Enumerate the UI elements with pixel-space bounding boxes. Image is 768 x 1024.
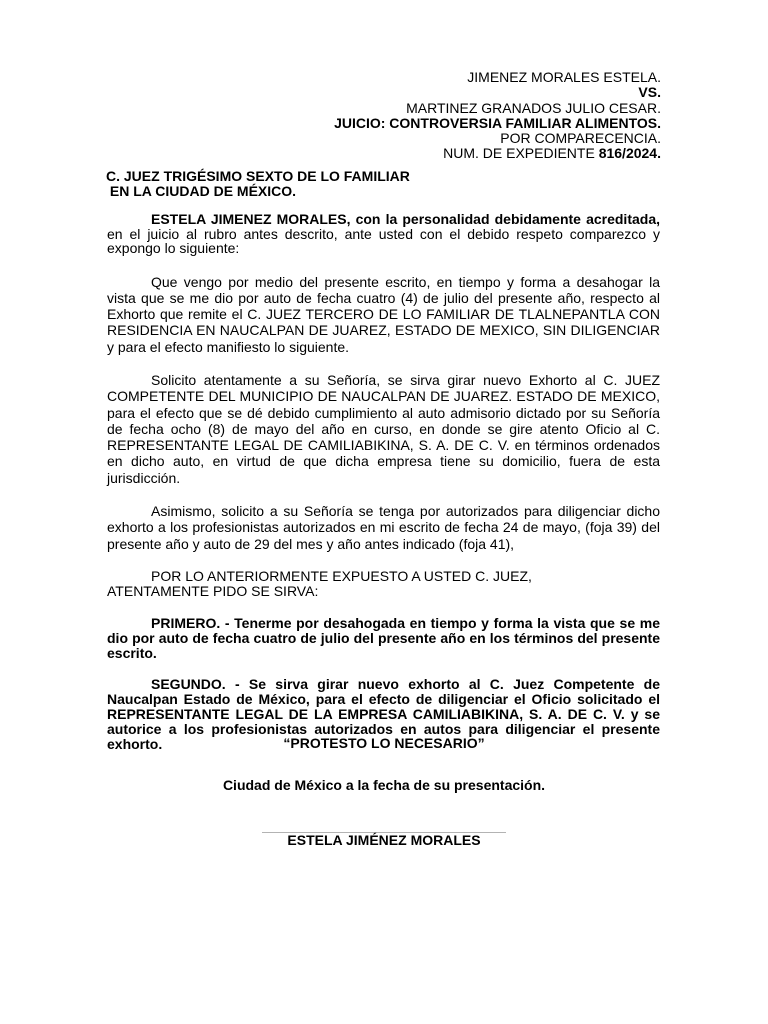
protest-statement: “PROTESTO LO NECESARIO” [283,735,485,751]
plaintiff-name: JIMENEZ MORALES ESTELA. [467,69,661,85]
request-intro-line2: ATENTAMENTE PIDO SE SIRVA: [107,582,319,599]
versus-label: VS. [638,84,661,101]
petition-primero: PRIMERO. - Tenerme por desahogada en tiempo y forma la vista que se me dio por auto de fecha cuatro de julio del presente año en los términos del presente escrito. [107,614,660,661]
intro-party: ESTELA JIMENEZ MORALES, con la personalidad debidamente acreditada, [151,211,660,227]
addressee-block [106,169,410,199]
signature-name: ESTELA JIMÉNEZ MORALES [287,832,481,848]
defendant-name: MARTINEZ GRANADOS JULIO CESAR. [406,99,661,116]
paragraph-exhorto-request: Solicito atentamente a su Señoría, se sirva girar nuevo Exhorto al C. JUEZ COMPETENTE DEL MUNICIPIO DE NAUCALPAN DE JUAREZ. ESTADO DE MEXICO, para el efecto que se dé debido cumplimiento al auto admisorio dictado por su Señoría de fecha ocho (8) de mayo del año en curso, en donde se gire atento Oficio al C. REPRESENTANTE LEGAL DE CAMILIABIKINA, S. A. DE C. V. en términos ordenados en dicho auto, en virtud de que dicha empresa tiene su domicilio, fuera de esta jurisdicción. [107,371,660,486]
paragraph-vista: Que vengo por medio del presente escrito, en tiempo y forma a desahogar la vista que se me dio por auto de fecha cuatro (4) de julio del presente año, respecto al Exhorto que remite el C. JUEZ TERCERO DE LO FAMILIAR DE TLALNEPANTLA CON RESIDENCIA EN NAUCALPAN DE JUAREZ, ESTADO DE MEXICO, SIN DILIGENCIAR y para el efecto manifiesto lo siguiente. [107,273,660,355]
appearance-type: POR COMPARECENCIA. [500,130,661,147]
intro-paragraph [107,212,660,256]
request-intro-line1: POR LO ANTERIORMENTE EXPUESTO A USTED C. JUEZ, [151,567,532,584]
case-header [334,70,661,162]
paragraph-authorization: Asimismo, solicito a su Señoría se tenga por autorizados para diligenciar dicho exhorto a los profesionistas autorizados en mi escrito de fecha 24 de mayo, (foja 39) del presente año y auto de 29 del mes y año antes indicado (foja 41), [107,503,660,552]
trial-type: JUICIO: CONTROVERSIA FAMILIAR ALIMENTOS. [334,114,661,131]
addressee-judge: C. JUEZ TRIGÉSIMO SEXTO DE LO FAMILIAR [106,168,410,184]
addressee-city: EN LA CIUDAD DE MÉXICO. [106,183,297,199]
place-date: Ciudad de México a la fecha de su presentación. [222,777,546,793]
case-number-value: 816/2024. [598,145,661,162]
petition-segundo: SEGUNDO. - Se sirva girar nuevo exhorto al C. Juez Competente de Naucalpan Estado de México, para el efecto de diligenciar el Oficio solicitado el REPRESENTANTE LEGAL DE LA EMPRESA CAMILIABIKINA, S. A. DE C. V. y se autorice a los profesionistas autorizados en autos para diligenciar el presente exhorto. [107,676,660,752]
paragraph-request-intro [107,569,660,599]
document-body [107,212,660,751]
case-number-label: NUM. DE EXPEDIENTE [443,145,599,162]
intro-text: en el juicio al rubro antes descrito, ante usted con el debido respeto comparezco y expongo lo siguiente: [107,225,660,256]
case-number [334,146,661,161]
